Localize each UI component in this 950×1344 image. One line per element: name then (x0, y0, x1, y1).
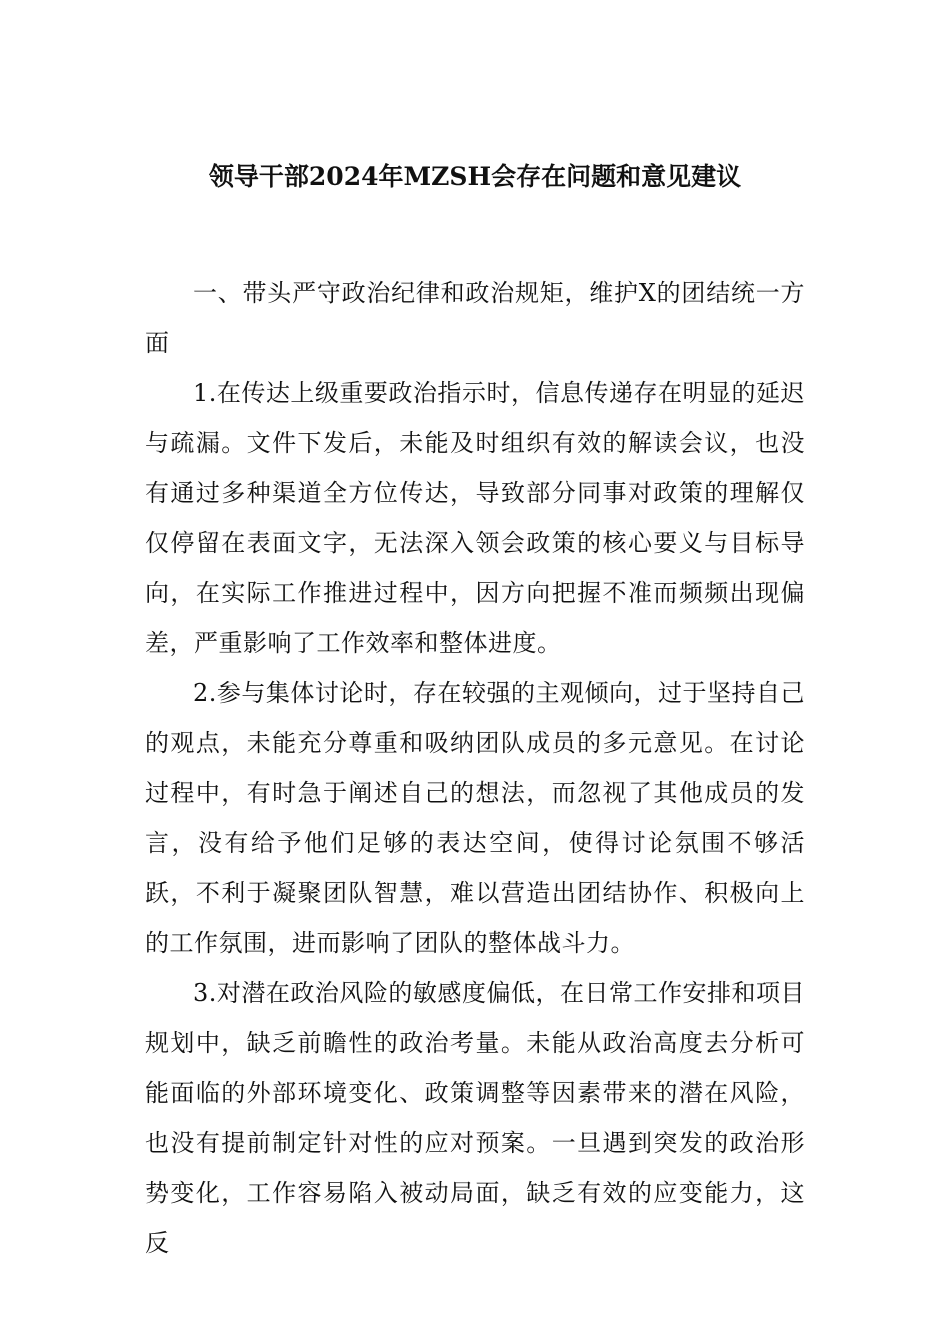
paragraph-2: 2.参与集体讨论时，存在较强的主观倾向，过于坚持自己的观点，未能充分尊重和吸纳团队成员的多元意见。在讨论过程中，有时急于阐述自己的想法，而忽视了其他成员的发言，没有给予他们足够的表达空间，使得讨论氛围不够活跃，不利于凝聚团队智慧，难以营造出团结协作、积极向上的工作氛围，进而影响了团队的整体战斗力。 (145, 679, 805, 957)
paragraph-3: 3.对潜在政治风险的敏感度偏低，在日常工作安排和项目规划中，缺乏前瞻性的政治考量。未能从政治高度去分析可能面临的外部环境变化、政策调整等因素带来的潜在风险，也没有提前制定针对性的应对预案。一旦遇到突发的政治形势变化，工作容易陷入被动局面，缺乏有效的应变能力，这反 (145, 979, 805, 1257)
document-title: 领导干部2024年MZSH会存在问题和意见建议 (208, 162, 742, 191)
document-body (145, 268, 805, 1268)
section-heading: 一、带头严守政治纪律和政治规矩，维护X的团结统一方面 (145, 279, 805, 357)
paragraph-1: 1.在传达上级重要政治指示时，信息传递存在明显的延迟与疏漏。文件下发后，未能及时组织有效的解读会议，也没有通过多种渠道全方位传达，导致部分同事对政策的理解仅仅停留在表面文字，无法深入领会政策的核心要义与目标导向，在实际工作推进过程中，因方向把握不准而频频出现偏差，严重影响了工作效率和整体进度。 (145, 379, 805, 657)
